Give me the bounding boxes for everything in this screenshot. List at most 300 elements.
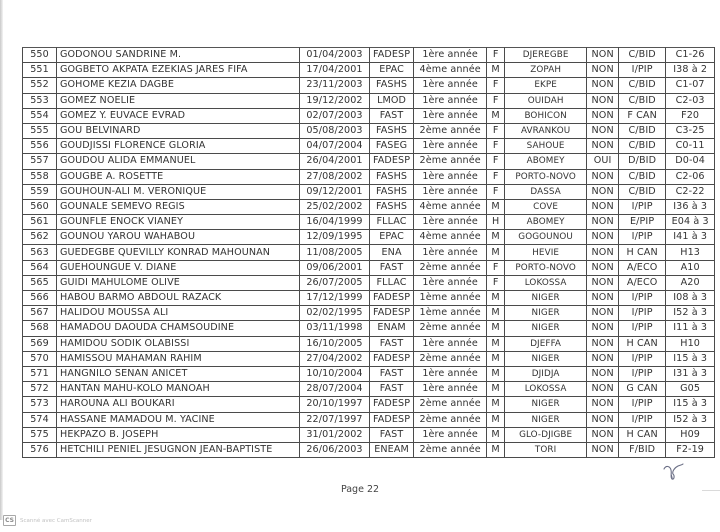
faculty: FAST [370, 108, 414, 123]
row-number: 569 [23, 336, 57, 351]
yes-no-flag: NON [587, 108, 619, 123]
birth-date: 25/02/2002 [300, 199, 370, 214]
table-row [23, 366, 715, 381]
study-year: 1ère année [414, 78, 487, 93]
table-row [23, 306, 715, 321]
room-code: C2-03 [666, 93, 715, 108]
sex: M [487, 427, 505, 442]
row-number: 553 [23, 93, 57, 108]
student-name: HAMADOU DAOUDA CHAMSOUDINE [57, 321, 300, 336]
locality: DJEFFA [505, 336, 587, 351]
student-roster-table-container [22, 47, 715, 458]
locality: PORTO-NOVO [505, 260, 587, 275]
room-code: C2-22 [666, 184, 715, 199]
yes-no-flag: NON [587, 382, 619, 397]
locality: HEVIE [505, 245, 587, 260]
category: I/PIP [619, 397, 666, 412]
yes-no-flag: NON [587, 245, 619, 260]
row-number: 573 [23, 397, 57, 412]
sex: M [487, 245, 505, 260]
student-name: GOUDOU ALIDA EMMANUEL [57, 154, 300, 169]
faculty: ENEAM [370, 442, 414, 457]
room-code: H09 [666, 427, 715, 442]
locality: BOHICON [505, 108, 587, 123]
category: G CAN [619, 382, 666, 397]
locality: NIGER [505, 321, 587, 336]
locality: NIGER [505, 306, 587, 321]
locality: SAHOUE [505, 139, 587, 154]
study-year: 2ème année [414, 154, 487, 169]
row-number: 572 [23, 382, 57, 397]
yes-no-flag: NON [587, 321, 619, 336]
category: I/PIP [619, 230, 666, 245]
birth-date: 12/09/1995 [300, 230, 370, 245]
student-roster-table [22, 47, 715, 458]
room-code: C3-25 [666, 123, 715, 138]
birth-date: 20/10/1997 [300, 397, 370, 412]
yes-no-flag: NON [587, 230, 619, 245]
row-number: 570 [23, 351, 57, 366]
table-row [23, 93, 715, 108]
faculty: FADESP [370, 412, 414, 427]
birth-date: 26/06/2003 [300, 442, 370, 457]
locality: AVRANKOU [505, 123, 587, 138]
sex: F [487, 78, 505, 93]
row-number: 567 [23, 306, 57, 321]
table-row [23, 412, 715, 427]
room-code: C1-07 [666, 78, 715, 93]
birth-date: 04/07/2004 [300, 139, 370, 154]
sex: F [487, 123, 505, 138]
category: C/BID [619, 139, 666, 154]
yes-no-flag: OUI [587, 154, 619, 169]
sex: H [487, 215, 505, 230]
row-number: 564 [23, 260, 57, 275]
faculty: FASEG [370, 139, 414, 154]
locality: ABOMEY [505, 215, 587, 230]
study-year: 1ère année [414, 382, 487, 397]
table-row [23, 78, 715, 93]
row-number: 562 [23, 230, 57, 245]
row-number: 555 [23, 123, 57, 138]
category: F/BID [619, 442, 666, 457]
faculty: FADESP [370, 48, 414, 63]
yes-no-flag: NON [587, 442, 619, 457]
sex: M [487, 397, 505, 412]
birth-date: 27/08/2002 [300, 169, 370, 184]
sex: M [487, 382, 505, 397]
locality: DJIDJA [505, 366, 587, 381]
sex: M [487, 351, 505, 366]
sex: F [487, 184, 505, 199]
birth-date: 09/12/2001 [300, 184, 370, 199]
locality: PORTO-NOVO [505, 169, 587, 184]
study-year: 4ème année [414, 199, 487, 214]
student-name: HANTAN MAHU-KOLO MANOAH [57, 382, 300, 397]
category: D/BID [619, 154, 666, 169]
faculty: FLLAC [370, 275, 414, 290]
sex: M [487, 230, 505, 245]
yes-no-flag: NON [587, 139, 619, 154]
study-year: 1ème année [414, 306, 487, 321]
table-row [23, 321, 715, 336]
sex: M [487, 306, 505, 321]
row-number: 560 [23, 199, 57, 214]
table-row [23, 351, 715, 366]
birth-date: 02/07/2003 [300, 108, 370, 123]
table-row [23, 382, 715, 397]
student-name: GOUDJISSI FLORENCE GLORIA [57, 139, 300, 154]
sex: M [487, 199, 505, 214]
table-row [23, 427, 715, 442]
row-number: 576 [23, 442, 57, 457]
student-name: HALIDOU MOUSSA ALI [57, 306, 300, 321]
table-row [23, 199, 715, 214]
student-name: GOU BELVINARD [57, 123, 300, 138]
row-number: 565 [23, 275, 57, 290]
locality: LOKOSSA [505, 275, 587, 290]
study-year: 2ème année [414, 397, 487, 412]
yes-no-flag: NON [587, 184, 619, 199]
student-name: GUEHOUNGUE V. DIANE [57, 260, 300, 275]
faculty: FAST [370, 382, 414, 397]
faculty: EPAC [370, 63, 414, 78]
row-number: 566 [23, 291, 57, 306]
sex: M [487, 442, 505, 457]
category: C/BID [619, 123, 666, 138]
row-number: 558 [23, 169, 57, 184]
birth-date: 31/01/2002 [300, 427, 370, 442]
sex: M [487, 321, 505, 336]
table-row [23, 230, 715, 245]
birth-date: 22/07/1997 [300, 412, 370, 427]
table-row [23, 108, 715, 123]
student-name: HASSANE MAMADOU M. YACINE [57, 412, 300, 427]
yes-no-flag: NON [587, 215, 619, 230]
birth-date: 27/04/2002 [300, 351, 370, 366]
room-code: I11 à 3 [666, 321, 715, 336]
study-year: 1ère année [414, 108, 487, 123]
room-code: I08 à 3 [666, 291, 715, 306]
study-year: 2ème année [414, 442, 487, 457]
yes-no-flag: NON [587, 78, 619, 93]
faculty: FADESP [370, 351, 414, 366]
room-code: I36 à 3 [666, 199, 715, 214]
yes-no-flag: NON [587, 169, 619, 184]
locality: NIGER [505, 291, 587, 306]
roster-body [23, 48, 715, 458]
row-number: 556 [23, 139, 57, 154]
student-name: GUIDI MAHULOME OLIVE [57, 275, 300, 290]
birth-date: 05/08/2003 [300, 123, 370, 138]
study-year: 1ère année [414, 427, 487, 442]
row-number: 571 [23, 366, 57, 381]
study-year: 2ème année [414, 260, 487, 275]
faculty: FASHS [370, 199, 414, 214]
scan-shadow [702, 490, 720, 491]
table-row [23, 169, 715, 184]
faculty: FASHS [370, 184, 414, 199]
row-number: 551 [23, 63, 57, 78]
room-code: D0-04 [666, 154, 715, 169]
study-year: 2ème année [414, 351, 487, 366]
table-row [23, 63, 715, 78]
birth-date: 11/08/2005 [300, 245, 370, 260]
camscanner-logo-icon: CS [3, 515, 16, 526]
row-number: 568 [23, 321, 57, 336]
room-code: A20 [666, 275, 715, 290]
birth-date: 23/11/2003 [300, 78, 370, 93]
study-year: 4ème année [414, 63, 487, 78]
faculty: FASHS [370, 169, 414, 184]
faculty: FLLAC [370, 215, 414, 230]
locality: NIGER [505, 412, 587, 427]
scan-page-edge [0, 0, 3, 520]
faculty: FADESP [370, 397, 414, 412]
sex: M [487, 63, 505, 78]
category: F CAN [619, 108, 666, 123]
study-year: 2ème année [414, 412, 487, 427]
room-code: H13 [666, 245, 715, 260]
table-row [23, 139, 715, 154]
student-name: GODONOU SANDRINE M. [57, 48, 300, 63]
room-code: I41 à 3 [666, 230, 715, 245]
locality: COVE [505, 199, 587, 214]
yes-no-flag: NON [587, 306, 619, 321]
student-name: GOMEZ NOELIE [57, 93, 300, 108]
room-code: I31 à 3 [666, 366, 715, 381]
room-code: F20 [666, 108, 715, 123]
scanner-watermark-text: Scanné avec CamScanner [20, 517, 92, 524]
category: H CAN [619, 427, 666, 442]
row-number: 554 [23, 108, 57, 123]
student-name: GUEDEGBE QUEVILLY KONRAD MAHOUNAN [57, 245, 300, 260]
room-code: I52 à 3 [666, 412, 715, 427]
table-row [23, 48, 715, 63]
study-year: 1ère année [414, 139, 487, 154]
birth-date: 16/10/2005 [300, 336, 370, 351]
study-year: 1ère année [414, 169, 487, 184]
sex: F [487, 260, 505, 275]
study-year: 1ère année [414, 215, 487, 230]
locality: OUIDAH [505, 93, 587, 108]
locality: GOGOUNOU [505, 230, 587, 245]
locality: ZOPAH [505, 63, 587, 78]
row-number: 559 [23, 184, 57, 199]
room-code: I15 à 3 [666, 397, 715, 412]
room-code: C2-06 [666, 169, 715, 184]
row-number: 575 [23, 427, 57, 442]
sex: M [487, 366, 505, 381]
study-year: 1ère année [414, 184, 487, 199]
birth-date: 26/07/2005 [300, 275, 370, 290]
row-number: 552 [23, 78, 57, 93]
birth-date: 17/04/2001 [300, 63, 370, 78]
student-name: GOUGBE A. ROSETTE [57, 169, 300, 184]
yes-no-flag: NON [587, 427, 619, 442]
locality: DASSA [505, 184, 587, 199]
category: C/BID [619, 78, 666, 93]
sex: M [487, 291, 505, 306]
scanner-watermark [3, 515, 92, 526]
student-name: HAMISSOU MAHAMAN RAHIM [57, 351, 300, 366]
row-number: 557 [23, 154, 57, 169]
room-code: G05 [666, 382, 715, 397]
study-year: 1ème année [414, 291, 487, 306]
locality: ABOMEY [505, 154, 587, 169]
birth-date: 02/02/1995 [300, 306, 370, 321]
sex: F [487, 275, 505, 290]
category: A/ECO [619, 260, 666, 275]
row-number: 563 [23, 245, 57, 260]
sex: F [487, 93, 505, 108]
category: I/PIP [619, 199, 666, 214]
birth-date: 01/04/2003 [300, 48, 370, 63]
birth-date: 16/04/1999 [300, 215, 370, 230]
yes-no-flag: NON [587, 123, 619, 138]
table-row [23, 442, 715, 457]
sex: M [487, 336, 505, 351]
room-code: F2-19 [666, 442, 715, 457]
faculty: FASHS [370, 123, 414, 138]
room-code: C1-26 [666, 48, 715, 63]
table-row [23, 260, 715, 275]
student-name: GOUNOU YAROU WAHABOU [57, 230, 300, 245]
category: I/PIP [619, 306, 666, 321]
faculty: ENA [370, 245, 414, 260]
birth-date: 28/07/2004 [300, 382, 370, 397]
category: I/PIP [619, 351, 666, 366]
faculty: ENAM [370, 321, 414, 336]
study-year: 2ème année [414, 123, 487, 138]
room-code: A10 [666, 260, 715, 275]
study-year: 1ère année [414, 336, 487, 351]
yes-no-flag: NON [587, 351, 619, 366]
birth-date: 26/04/2001 [300, 154, 370, 169]
table-row [23, 291, 715, 306]
category: I/PIP [619, 412, 666, 427]
category: I/PIP [619, 321, 666, 336]
category: C/BID [619, 169, 666, 184]
table-row [23, 397, 715, 412]
faculty: FAST [370, 427, 414, 442]
faculty: FADESP [370, 154, 414, 169]
student-name: GOUNFLE ENOCK VIANEY [57, 215, 300, 230]
category: C/BID [619, 48, 666, 63]
faculty: FAST [370, 336, 414, 351]
birth-date: 17/12/1999 [300, 291, 370, 306]
yes-no-flag: NON [587, 63, 619, 78]
locality: GLO-DJIGBE [505, 427, 587, 442]
category: H CAN [619, 245, 666, 260]
table-row [23, 215, 715, 230]
faculty: FASHS [370, 78, 414, 93]
category: C/BID [619, 93, 666, 108]
locality: TORI [505, 442, 587, 457]
sex: F [487, 48, 505, 63]
category: E/PIP [619, 215, 666, 230]
student-name: GOHOME KEZIA DAGBE [57, 78, 300, 93]
row-number: 550 [23, 48, 57, 63]
study-year: 1ère année [414, 48, 487, 63]
study-year: 1ère année [414, 245, 487, 260]
category: I/PIP [619, 63, 666, 78]
locality: NIGER [505, 397, 587, 412]
room-code: I38 à 2 [666, 63, 715, 78]
yes-no-flag: NON [587, 260, 619, 275]
row-number: 574 [23, 412, 57, 427]
birth-date: 03/11/1998 [300, 321, 370, 336]
student-name: GOUHOUN-ALI M. VERONIQUE [57, 184, 300, 199]
table-row [23, 123, 715, 138]
yes-no-flag: NON [587, 48, 619, 63]
sex: M [487, 108, 505, 123]
room-code: I15 à 3 [666, 351, 715, 366]
room-code: H10 [666, 336, 715, 351]
locality: LOKOSSA [505, 382, 587, 397]
student-name: GOGBETO AKPATA EZEKIAS JARES FIFA [57, 63, 300, 78]
faculty: EPAC [370, 230, 414, 245]
faculty: FADESP [370, 306, 414, 321]
handwritten-signature-icon [662, 462, 684, 482]
category: C/BID [619, 184, 666, 199]
study-year: 1ère année [414, 275, 487, 290]
page-number: Page 22 [340, 484, 380, 495]
yes-no-flag: NON [587, 366, 619, 381]
yes-no-flag: NON [587, 412, 619, 427]
room-code: C0-11 [666, 139, 715, 154]
table-row [23, 154, 715, 169]
faculty: FAST [370, 260, 414, 275]
yes-no-flag: NON [587, 199, 619, 214]
locality: NIGER [505, 351, 587, 366]
sex: F [487, 169, 505, 184]
table-row [23, 336, 715, 351]
student-name: HEKPAZO B. JOSEPH [57, 427, 300, 442]
study-year: 2ème année [414, 321, 487, 336]
locality: DJEREGBE [505, 48, 587, 63]
student-name: HETCHILI PENIEL JESUGNON JEAN-BAPTISTE [57, 442, 300, 457]
sex: M [487, 412, 505, 427]
birth-date: 09/06/2001 [300, 260, 370, 275]
student-name: HABOU BARMO ABDOUL RAZACK [57, 291, 300, 306]
yes-no-flag: NON [587, 397, 619, 412]
study-year: 4ème année [414, 230, 487, 245]
row-number: 561 [23, 215, 57, 230]
study-year: 1ère année [414, 366, 487, 381]
category: I/PIP [619, 291, 666, 306]
yes-no-flag: NON [587, 93, 619, 108]
study-year: 1ère année [414, 93, 487, 108]
birth-date: 19/12/2002 [300, 93, 370, 108]
category: H CAN [619, 336, 666, 351]
locality: EKPE [505, 78, 587, 93]
room-code: I52 à 3 [666, 306, 715, 321]
faculty: LMOD [370, 93, 414, 108]
sex: F [487, 154, 505, 169]
faculty: FADESP [370, 291, 414, 306]
sex: F [487, 139, 505, 154]
category: I/PIP [619, 366, 666, 381]
category: A/ECO [619, 275, 666, 290]
yes-no-flag: NON [587, 291, 619, 306]
faculty: FAST [370, 366, 414, 381]
table-row [23, 275, 715, 290]
room-code: E04 à 3 [666, 215, 715, 230]
student-name: HAROUNA ALI BOUKARI [57, 397, 300, 412]
student-name: HAMIDOU SODIK OLABISSI [57, 336, 300, 351]
yes-no-flag: NON [587, 275, 619, 290]
